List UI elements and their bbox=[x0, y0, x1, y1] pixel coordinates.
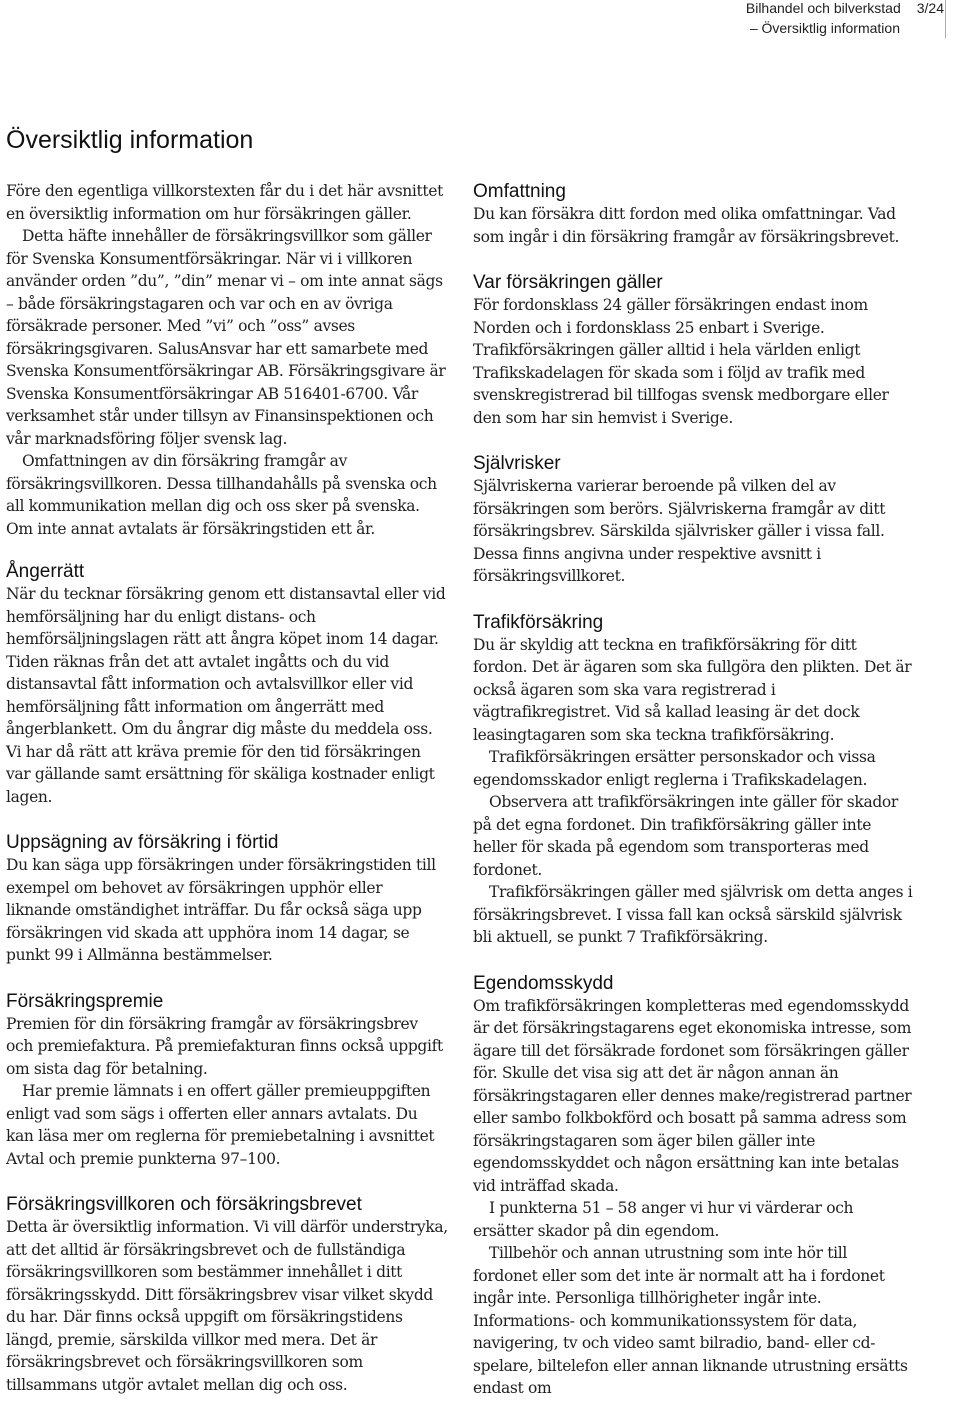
omfattning-paragraph: Du kan försäkra ditt fordon med olika omfattningar. Vad som ingår i din försäkring framgår av försäkringsbrevet. bbox=[473, 205, 900, 246]
villkoren-section bbox=[6, 1193, 448, 1396]
var-paragraph: Trafikförsäkringen gäller alltid i hela världen enligt Trafikskadelagen för skada som i följd av trafik med svenskregistrerad bil tillfogas svensk medborgare eller den som har sin hemvist i Sverige. bbox=[473, 341, 889, 427]
egendom-paragraph: I punkterna 51 – 58 anger vi hur vi värderar och ersätter skador på din egendom. bbox=[473, 1199, 854, 1240]
sjalvrisker-section bbox=[473, 452, 915, 588]
intro-section bbox=[6, 180, 448, 540]
omfattning-section bbox=[473, 180, 915, 248]
trafik-paragraph: Du är skyldig att teckna en trafikförsäkring för ditt fordon. Det är ägaren som ska fullgöra den plikten. Det är också ägaren som ska vara registrerad i vägtrafikregistret. Vid så kallad leasing är det dock leasingtagaren som ska teckna trafikförsäkring. bbox=[473, 635, 912, 744]
angerratt-paragraph: När du tecknar försäkring genom ett distansavtal eller vid hemförsäljning har du enligt distans- och hemförsäljningslagen rätt att ångra köpet inom 14 dagar. Tiden räknas från det att avtalet ingåtts och du vid distansavtal fått information och avtalsvillkor eller vid hemförsäljning fått information om ångerrätt med ångerblankett. Om du ångrar dig måste du meddela oss. Vi har då rätt att kräva premie för den tid försäkringen var gällande samt ersättning för skäliga kostnader enligt lagen. bbox=[6, 585, 446, 806]
omfattning-heading: Omfattning bbox=[473, 181, 566, 202]
page-title: Översiktlig information bbox=[6, 126, 254, 154]
var-paragraph: För fordonsklass 24 gäller försäkringen endast inom Norden och i fordonsklass 25 enbart i Sverige. bbox=[473, 296, 868, 337]
angerratt-section bbox=[6, 560, 448, 808]
angerratt-heading: Ångerrätt bbox=[6, 561, 85, 582]
egendom-paragraph: Tillbehör och annan utrustning som inte hör till fordonet eller som det inte är normalt att ha i fordonet ingår inte. Personliga tillhörigheter ingår inte. Informations- och kommunikationssystem för data, navigering, tv och video samt bilradio, band- eller cd-spelare, biltelefon eller annan liknande utrustning ersätts endast om bbox=[473, 1244, 908, 1397]
egendom-paragraph: Om trafikförsäkringen kompletteras med egendomsskydd är det försäkringstagarens eget ekonomiska intresse, som ägare till det försäkrade fordonet som försäkringen gäller för. Skulle det visa sig att det är någon annan än försäkringstagaren eller dennes make/registrerad partner eller sambo folkbokförd och bosatt på samma adress som försäkringstagaren som äger bilen gäller inte egendomsskyddet och någon ersättning kan inte betalas vid inträffad skada. bbox=[473, 996, 912, 1195]
villkoren-paragraph: Detta är översiktlig information. Vi vill därför understryka, att det alltid är försäkringsbrevet och de fullständiga försäkringsvillkoren som bestämmer innehållet i ditt försäkringsskydd. Ditt försäkringsbrev visar vilket skydd du har. Där finns också uppgift om försäkringstidens längd, premie, särskilda villkor med mera. Det är försäkringsbrevet och försäkringsvillkoren som tillsammans utgör avtalet mellan dig och oss. bbox=[6, 1218, 448, 1394]
var-heading: Var försäkringen gäller bbox=[473, 272, 663, 293]
uppsagning-section bbox=[6, 831, 448, 967]
intro-paragraph: Omfattningen av din försäkring framgår av försäkringsvillkoren. Dessa tillhandahålls på svenska och all kommunikation mellan dig och oss sker på svenska. Om inte annat avtalats är försäkringstiden ett år. bbox=[6, 452, 437, 538]
page-number: 3/24 bbox=[916, 0, 944, 16]
uppsagning-paragraph: Du kan säga upp försäkringen under försäkringstiden till exempel om behovet av försäkringen upphör eller liknande omständighet inträffar. Du får också säga upp försäkringen vid skada att upphöra inom 14 dagar, se punkt 99 i Allmänna bestämmelser. bbox=[6, 856, 436, 964]
header-line bbox=[746, 0, 944, 17]
var-section bbox=[473, 271, 915, 429]
sjalvrisker-paragraph: Självriskerna varierar beroende på vilken del av försäkringen som berörs. Självriskerna framgår av ditt försäkringsbrev. Särskilda självrisker gäller i vissa fall. Dessa finns angivna under respektive avsnitt i försäkringsvillkoret. bbox=[473, 477, 886, 585]
trafik-paragraph: Trafikförsäkringen gäller med självrisk om detta anges i försäkringsbrevet. I vissa fall kan också särskild självrisk bli aktuell, se punkt 7 Trafikförsäkring. bbox=[473, 883, 913, 946]
premie-heading: Försäkringspremie bbox=[6, 990, 164, 1012]
villkoren-heading: Försäkringsvillkoren och försäkringsbrevet bbox=[6, 1194, 362, 1215]
premie-section bbox=[6, 990, 448, 1171]
intro-paragraph: Detta häfte innehåller de försäkringsvillkor som gäller för Svenska Konsumentförsäkringar. När vi i villkoren använder orden ”du”, ”din” menar vi – om inte annat sägs – både försäkringstagaren och var och en av övriga försäkrade personer. Med ”vi” och ”oss” avses försäkringsgivaren. SalusAnsvar har ett samarbete med Svenska Konsumentförsäkringar AB. Försäkringsgivare är Svenska Konsumentförsäkringar AB 516401-6700. Vår verksamhet står under tillsyn av Finansinspektionen och vår marknadsföring följer svensk lag. bbox=[6, 227, 446, 448]
sjalvrisker-heading: Självrisker bbox=[473, 453, 561, 474]
left-column bbox=[6, 180, 448, 1396]
premie-paragraph: Har premie lämnats i en offert gäller premieuppgiften enligt vad som sägs i offerten eller annars avtalats. Du kan läsa mer om reglerna för premiebetalning i avsnittet Avtal och premie punkterna 97–100. bbox=[6, 1082, 435, 1168]
egendom-heading: Egendomsskydd bbox=[473, 972, 614, 994]
trafik-paragraph: Trafikförsäkringen ersätter personskador och vissa egendomsskador enligt reglerna i Trafikskadelagen. bbox=[473, 748, 876, 789]
intro-paragraph: Före den egentliga villkorstexten får du i det här avsnittet en översiktlig information om hur försäkringen gäller. bbox=[6, 182, 443, 223]
uppsagning-heading: Uppsägning av försäkring i förtid bbox=[6, 832, 279, 853]
header-subsection: – Översiktlig information bbox=[749, 20, 900, 36]
right-column bbox=[473, 180, 915, 1400]
egendom-section bbox=[473, 972, 915, 1400]
premie-paragraph: Premien för din försäkring framgår av försäkringsbrev och premiefaktura. På premiefakturan finns också uppgift om sista dag för betalning. bbox=[6, 1014, 443, 1078]
trafik-heading: Trafikförsäkring bbox=[473, 611, 604, 633]
header-divider bbox=[945, 0, 946, 38]
trafik-section bbox=[473, 611, 915, 949]
trafik-paragraph: Observera att trafikförsäkringen inte gäller för skador på det egna fordonet. Din trafikförsäkring gäller inte heller för skada på egendom som transporteras med fordonet. bbox=[473, 793, 898, 879]
header-section: Bilhandel och bilverkstad bbox=[745, 0, 901, 16]
